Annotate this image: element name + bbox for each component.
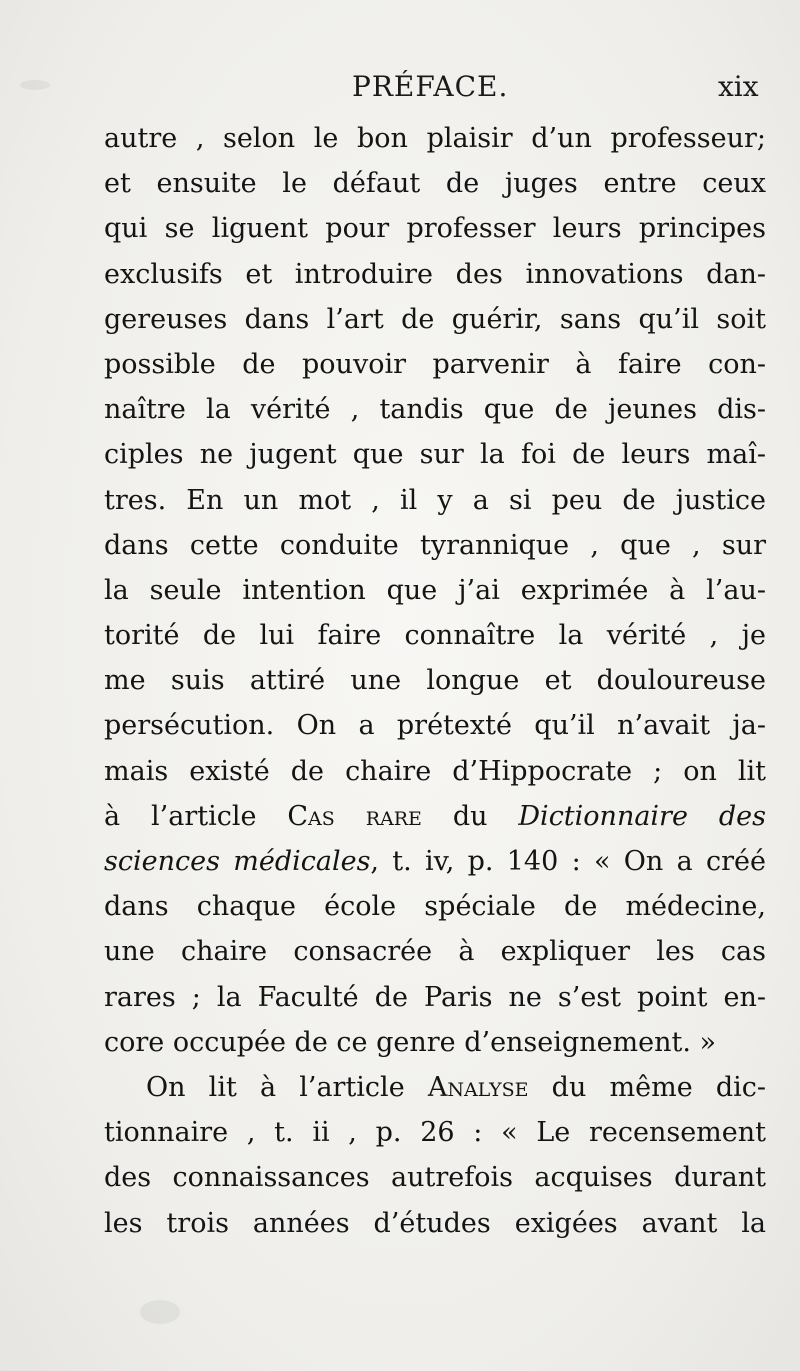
text-line <box>104 794 766 839</box>
running-head <box>0 70 800 110</box>
text-line: une chaire consacrée à expliquer les cas <box>104 936 766 968</box>
text-line <box>104 1065 766 1110</box>
text-run: On lit à l’article <box>146 1071 428 1103</box>
text-line: me suis attiré une longue et douloureuse <box>104 665 766 697</box>
text-run: du même dic- <box>528 1071 766 1103</box>
text-line: la seule intention que j’ai exprimée à l’au- <box>104 574 766 606</box>
text-line: ciples ne jugent que sur la foi de leurs maî- <box>104 439 766 471</box>
work-title-italic: sciences médicales <box>104 846 371 877</box>
text-line: tres. En un mot , il y a si peu de justice <box>104 484 766 516</box>
article-title-term: Analyse <box>427 1071 529 1103</box>
body-text <box>104 116 766 1246</box>
text-line: rares ; la Faculté de Paris ne s’est point en- <box>104 981 766 1013</box>
text-line: autre , selon le bon plaisir d’un professeur; <box>104 123 766 154</box>
text-line: exclusifs et introduire des innovations dan- <box>104 258 766 290</box>
text-line: dans cette conduite tyrannique , que , sur <box>104 529 766 561</box>
text-run: du <box>421 800 519 832</box>
text-line: qui se liguent pour professer leurs principes <box>104 213 766 245</box>
text-line: possible de pouvoir parvenir à faire con- <box>104 348 766 380</box>
text-line: tionnaire , t. ii , p. 26 : « Le recensement <box>104 1117 766 1149</box>
paper-smudge <box>140 1300 180 1324</box>
text-line: persécution. On a prétexté qu’il n’avait ja- <box>104 710 766 742</box>
text-run: , t. iv, p. 140 : « On a créé <box>370 846 766 877</box>
text-line: les trois années d’études exigées avant la <box>104 1207 766 1239</box>
text-line: dans chaque école spéciale de médecine, <box>104 891 766 923</box>
text-line <box>104 839 766 884</box>
text-line: gereuses dans l’art de guérir, sans qu’il soit <box>104 303 766 335</box>
text-run: à l’article <box>104 800 288 832</box>
text-line: mais existé de chaire d’Hippocrate ; on lit <box>104 755 766 787</box>
text-line: et ensuite le défaut de juges entre ceux <box>104 168 766 200</box>
running-title: PRÉFACE. <box>352 70 509 103</box>
article-title-term: rare <box>365 800 422 832</box>
text-line: core occupée de ce genre d’enseignement. » <box>104 1026 717 1058</box>
text-line: naître la vérité , tandis que de jeunes dis- <box>104 394 766 426</box>
work-title-italic: Dictionnaire des <box>518 800 766 832</box>
article-title-term: Cas <box>287 800 335 832</box>
text-line: torité de lui faire connaître la vérité , je <box>104 620 766 652</box>
text-line: des connaissances autrefois acquises durant <box>104 1162 766 1194</box>
page-number: xix <box>718 70 759 103</box>
